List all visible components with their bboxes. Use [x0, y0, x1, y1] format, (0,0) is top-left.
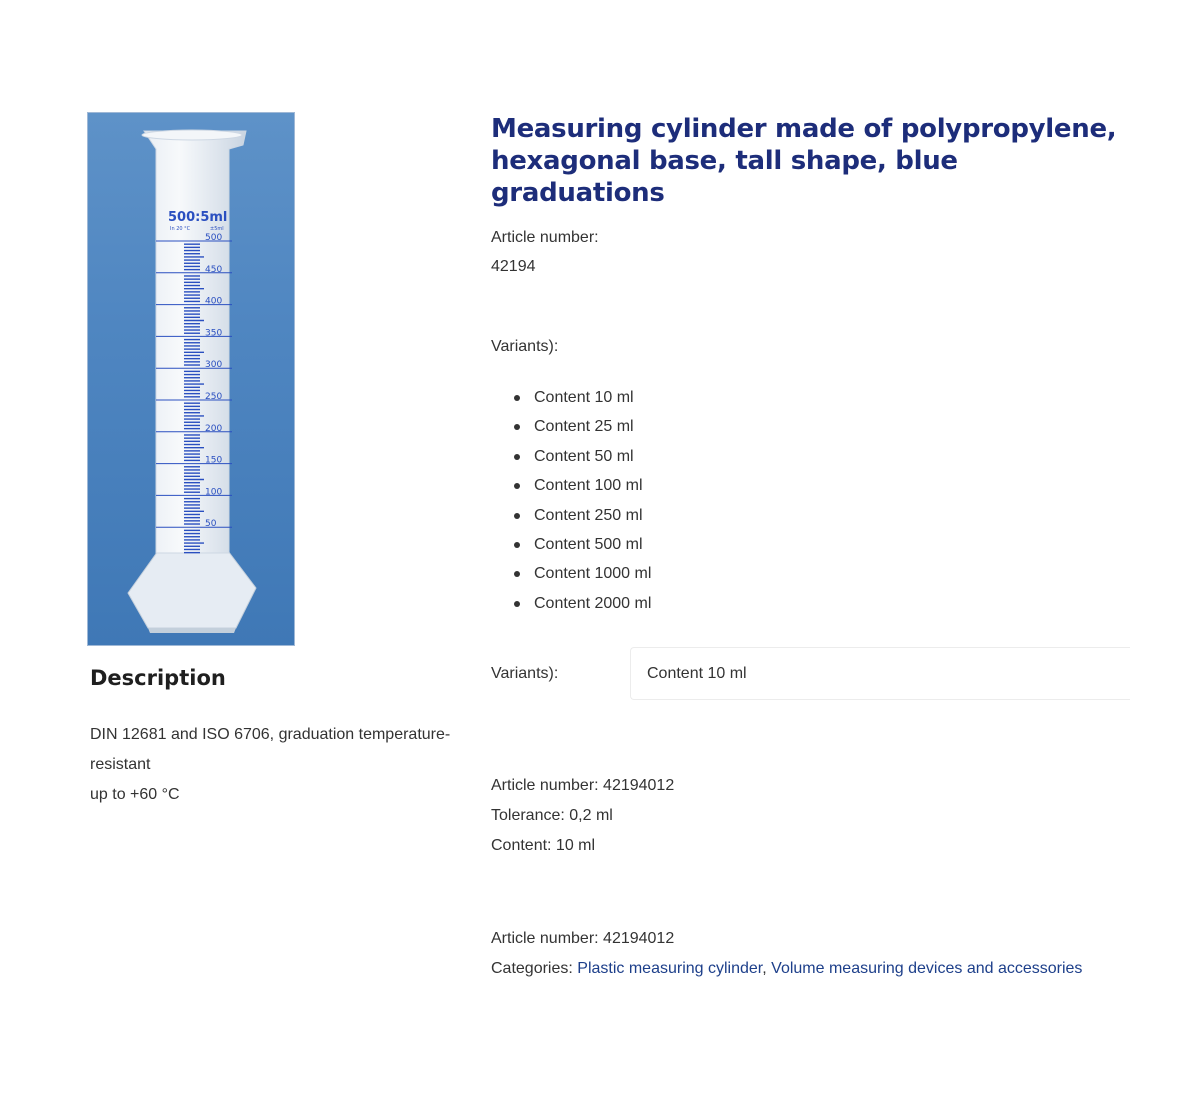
- variants-label: Variants):: [491, 338, 559, 355]
- categories-label: Categories:: [491, 960, 573, 977]
- scale-label: 350: [205, 328, 223, 339]
- tolerance-note: ±5ml: [210, 226, 224, 232]
- list-item: Content 1000 ml: [512, 563, 651, 592]
- variant-details: [491, 771, 674, 861]
- scale-label: 450: [205, 264, 223, 275]
- categories: [491, 954, 1082, 984]
- article-number-value: 42194: [491, 258, 536, 275]
- description-line: DIN 12681 and ISO 6706, graduation temperature-resistant: [90, 726, 451, 773]
- description-text: [90, 720, 510, 810]
- list-item: Content 50 ml: [512, 446, 651, 475]
- hexagonal-base: [128, 551, 256, 628]
- temperature-note: In 20 °C: [170, 226, 191, 232]
- category-link-volume-measuring-devices[interactable]: Volume measuring devices and accessories: [771, 960, 1083, 977]
- scale-label: 50: [205, 519, 217, 530]
- description-line: up to +60 °C: [90, 786, 180, 803]
- product-meta: [491, 924, 1082, 984]
- category-separator: ,: [762, 960, 767, 977]
- list-item: Content 250 ml: [512, 505, 651, 534]
- list-item: Content 25 ml: [512, 416, 651, 445]
- scale-label: 400: [205, 296, 223, 307]
- product-image[interactable]: [87, 112, 295, 646]
- variant-tolerance: Tolerance: 0,2 ml: [491, 807, 613, 824]
- variant-select-value: Content 10 ml: [647, 665, 747, 682]
- variant-select[interactable]: [630, 647, 1130, 700]
- measuring-cylinder-illustration: [88, 113, 294, 645]
- scale-label: 200: [205, 423, 223, 434]
- description-heading: Description: [90, 666, 226, 690]
- scale-label: 150: [205, 455, 223, 466]
- product-title: Measuring cylinder made of polypropylene, hexagonal base, tall shape, blue graduations: [491, 114, 1117, 208]
- scale-label: 250: [205, 392, 223, 402]
- scale-label: 100: [205, 487, 223, 498]
- variant-content: Content: 10 ml: [491, 837, 596, 854]
- list-item: Content 10 ml: [512, 387, 651, 416]
- list-item: Content 100 ml: [512, 475, 651, 504]
- scale-label: 300: [205, 360, 223, 371]
- category-link-plastic-measuring-cylinder[interactable]: Plastic measuring cylinder: [577, 960, 763, 977]
- footer-article-number: Article number: 42194012: [491, 930, 675, 947]
- list-item: Content 2000 ml: [512, 593, 651, 622]
- variant-article-number: Article number: 42194012: [491, 777, 675, 794]
- variant-select-label: Variants):: [491, 665, 559, 682]
- capacity-label: 500:5ml: [168, 210, 228, 225]
- variants-list: [512, 387, 651, 622]
- scale-label: 500: [205, 233, 223, 243]
- list-item: Content 500 ml: [512, 534, 651, 563]
- article-number-label: Article number:: [491, 229, 599, 246]
